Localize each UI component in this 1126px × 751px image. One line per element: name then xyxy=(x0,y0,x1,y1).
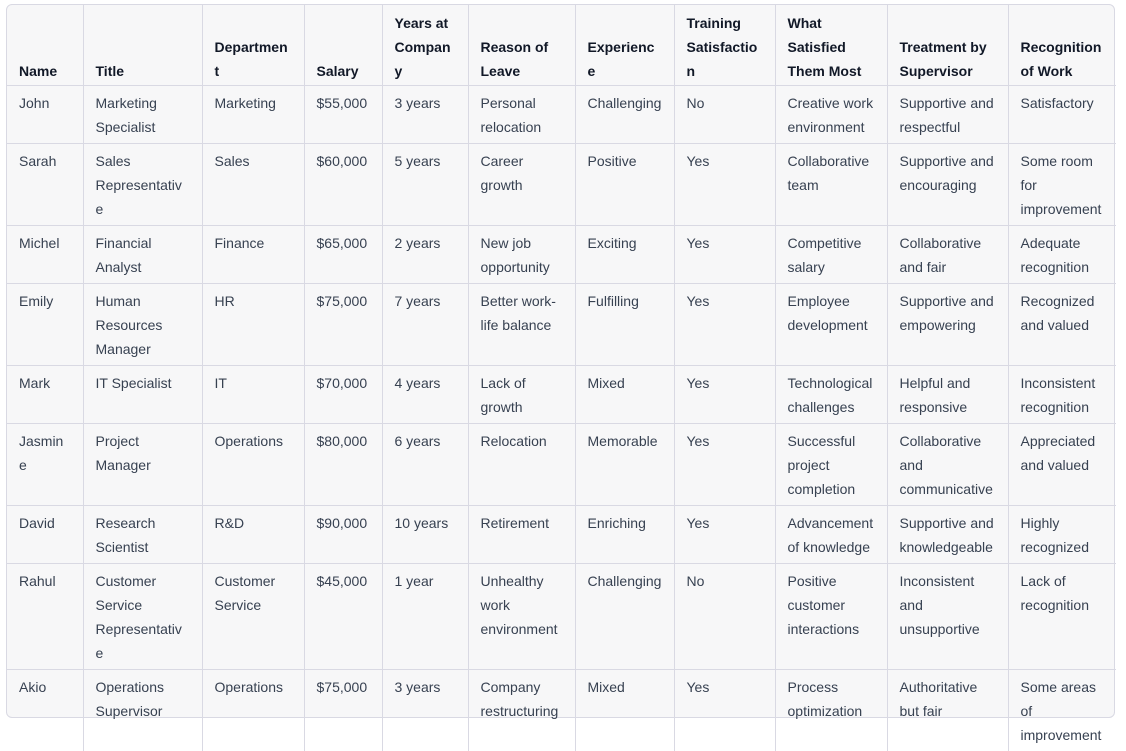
table-cell: Yes xyxy=(674,226,775,284)
table-cell: $55,000 xyxy=(304,86,382,144)
table-cell: Michel xyxy=(7,226,83,284)
table-cell: Lack of growth xyxy=(468,366,575,424)
table-cell: Marketing Specialist xyxy=(83,86,202,144)
table-cell: No xyxy=(674,564,775,670)
table-cell: Exciting xyxy=(575,226,674,284)
table-cell: 2 years xyxy=(382,226,468,284)
table-cell: HR xyxy=(202,284,304,366)
table-cell: R&D xyxy=(202,506,304,564)
table-header-row xyxy=(7,5,1116,86)
table-row xyxy=(7,226,1116,284)
table-cell: $45,000 xyxy=(304,564,382,670)
table-cell: IT Specialist xyxy=(83,366,202,424)
column-header: Experience xyxy=(575,5,674,86)
table-cell: Some areas of improvement xyxy=(1008,670,1116,751)
table-cell: Career growth xyxy=(468,144,575,226)
table-cell: Supportive and knowledgeable xyxy=(887,506,1008,564)
table-cell: Enriching xyxy=(575,506,674,564)
table-cell: Company restructuring xyxy=(468,670,575,751)
table-cell: Jasmine xyxy=(7,424,83,506)
column-header: Years at Company xyxy=(382,5,468,86)
table-cell: Challenging xyxy=(575,564,674,670)
table-cell: New job opportunity xyxy=(468,226,575,284)
table-cell: Advancement of knowledge xyxy=(775,506,887,564)
table-cell: 6 years xyxy=(382,424,468,506)
table-cell: Sales xyxy=(202,144,304,226)
table-cell: $65,000 xyxy=(304,226,382,284)
table-cell: Creative work environment xyxy=(775,86,887,144)
table-cell: Positive customer interactions xyxy=(775,564,887,670)
table-cell: Helpful and responsive xyxy=(887,366,1008,424)
table-cell: Adequate recognition xyxy=(1008,226,1116,284)
table-cell: $60,000 xyxy=(304,144,382,226)
table-cell: Recognized and valued xyxy=(1008,284,1116,366)
table-cell: Highly recognized xyxy=(1008,506,1116,564)
table-cell: IT xyxy=(202,366,304,424)
table-row xyxy=(7,284,1116,366)
table-cell: Sales Representative xyxy=(83,144,202,226)
table-cell: Supportive and encouraging xyxy=(887,144,1008,226)
column-header: Reason of Leave xyxy=(468,5,575,86)
table-cell: Unhealthy work environment xyxy=(468,564,575,670)
table-cell: $75,000 xyxy=(304,670,382,751)
table-cell: Appreciated and valued xyxy=(1008,424,1116,506)
table-cell: Supportive and empowering xyxy=(887,284,1008,366)
column-header: Name xyxy=(7,5,83,86)
table-cell: Authoritative but fair xyxy=(887,670,1008,751)
table-cell: 10 years xyxy=(382,506,468,564)
table-cell: Sarah xyxy=(7,144,83,226)
table-cell: Collaborative and communicative xyxy=(887,424,1008,506)
table-cell: Successful project completion xyxy=(775,424,887,506)
column-header: Treatment by Supervisor xyxy=(887,5,1008,86)
table-cell: 3 years xyxy=(382,670,468,751)
table-cell: Better work-life balance xyxy=(468,284,575,366)
table-cell: Relocation xyxy=(468,424,575,506)
table-cell: 1 year xyxy=(382,564,468,670)
table-cell: 7 years xyxy=(382,284,468,366)
table-cell: 3 years xyxy=(382,86,468,144)
table-cell: Collaborative and fair xyxy=(887,226,1008,284)
employee-exit-table xyxy=(7,5,1116,751)
table-cell: Research Scientist xyxy=(83,506,202,564)
table-cell: Yes xyxy=(674,366,775,424)
table-cell: Retirement xyxy=(468,506,575,564)
table-row xyxy=(7,564,1116,670)
table-cell: Process optimization xyxy=(775,670,887,751)
table-cell: Yes xyxy=(674,670,775,751)
table-row xyxy=(7,670,1116,751)
table-cell: Positive xyxy=(575,144,674,226)
table-cell: Operations xyxy=(202,670,304,751)
table-cell: Customer Service xyxy=(202,564,304,670)
column-header: Salary xyxy=(304,5,382,86)
table-cell: Supportive and respectful xyxy=(887,86,1008,144)
table-cell: Personal relocation xyxy=(468,86,575,144)
table-cell: Yes xyxy=(674,424,775,506)
table-cell: $70,000 xyxy=(304,366,382,424)
table-cell: Satisfactory xyxy=(1008,86,1116,144)
table-cell: Competitive salary xyxy=(775,226,887,284)
table-cell: Financial Analyst xyxy=(83,226,202,284)
column-header: What Satisfied Them Most xyxy=(775,5,887,86)
table-row xyxy=(7,506,1116,564)
table-cell: Project Manager xyxy=(83,424,202,506)
table-cell: John xyxy=(7,86,83,144)
table-cell: Operations Supervisor xyxy=(83,670,202,751)
table-cell: Mixed xyxy=(575,670,674,751)
table-cell: Employee development xyxy=(775,284,887,366)
table-cell: Technological challenges xyxy=(775,366,887,424)
table-cell: $80,000 xyxy=(304,424,382,506)
table-cell: Fulfilling xyxy=(575,284,674,366)
table-cell: Akio xyxy=(7,670,83,751)
table-cell: Marketing xyxy=(202,86,304,144)
data-table-container xyxy=(6,4,1115,718)
table-cell: No xyxy=(674,86,775,144)
column-header: Title xyxy=(83,5,202,86)
table-cell: 4 years xyxy=(382,366,468,424)
table-cell: Collaborative team xyxy=(775,144,887,226)
table-cell: Yes xyxy=(674,144,775,226)
table-cell: Emily xyxy=(7,284,83,366)
table-cell: Inconsistent and unsupportive xyxy=(887,564,1008,670)
table-cell: Some room for improvement xyxy=(1008,144,1116,226)
table-cell: Customer Service Representative xyxy=(83,564,202,670)
column-header: Training Satisfaction xyxy=(674,5,775,86)
table-cell: Lack of recognition xyxy=(1008,564,1116,670)
table-cell: Finance xyxy=(202,226,304,284)
table-cell: Memorable xyxy=(575,424,674,506)
table-cell: Inconsistent recognition xyxy=(1008,366,1116,424)
column-header: Department xyxy=(202,5,304,86)
table-cell: Mixed xyxy=(575,366,674,424)
table-row xyxy=(7,86,1116,144)
table-row xyxy=(7,366,1116,424)
table-row xyxy=(7,144,1116,226)
table-cell: Human Resources Manager xyxy=(83,284,202,366)
column-header: Recognition of Work xyxy=(1008,5,1116,86)
table-cell: 5 years xyxy=(382,144,468,226)
table-cell: Mark xyxy=(7,366,83,424)
table-cell: $90,000 xyxy=(304,506,382,564)
table-cell: Rahul xyxy=(7,564,83,670)
table-cell: $75,000 xyxy=(304,284,382,366)
table-row xyxy=(7,424,1116,506)
table-cell: Operations xyxy=(202,424,304,506)
table-cell: Yes xyxy=(674,506,775,564)
table-cell: David xyxy=(7,506,83,564)
table-cell: Challenging xyxy=(575,86,674,144)
table-cell: Yes xyxy=(674,284,775,366)
